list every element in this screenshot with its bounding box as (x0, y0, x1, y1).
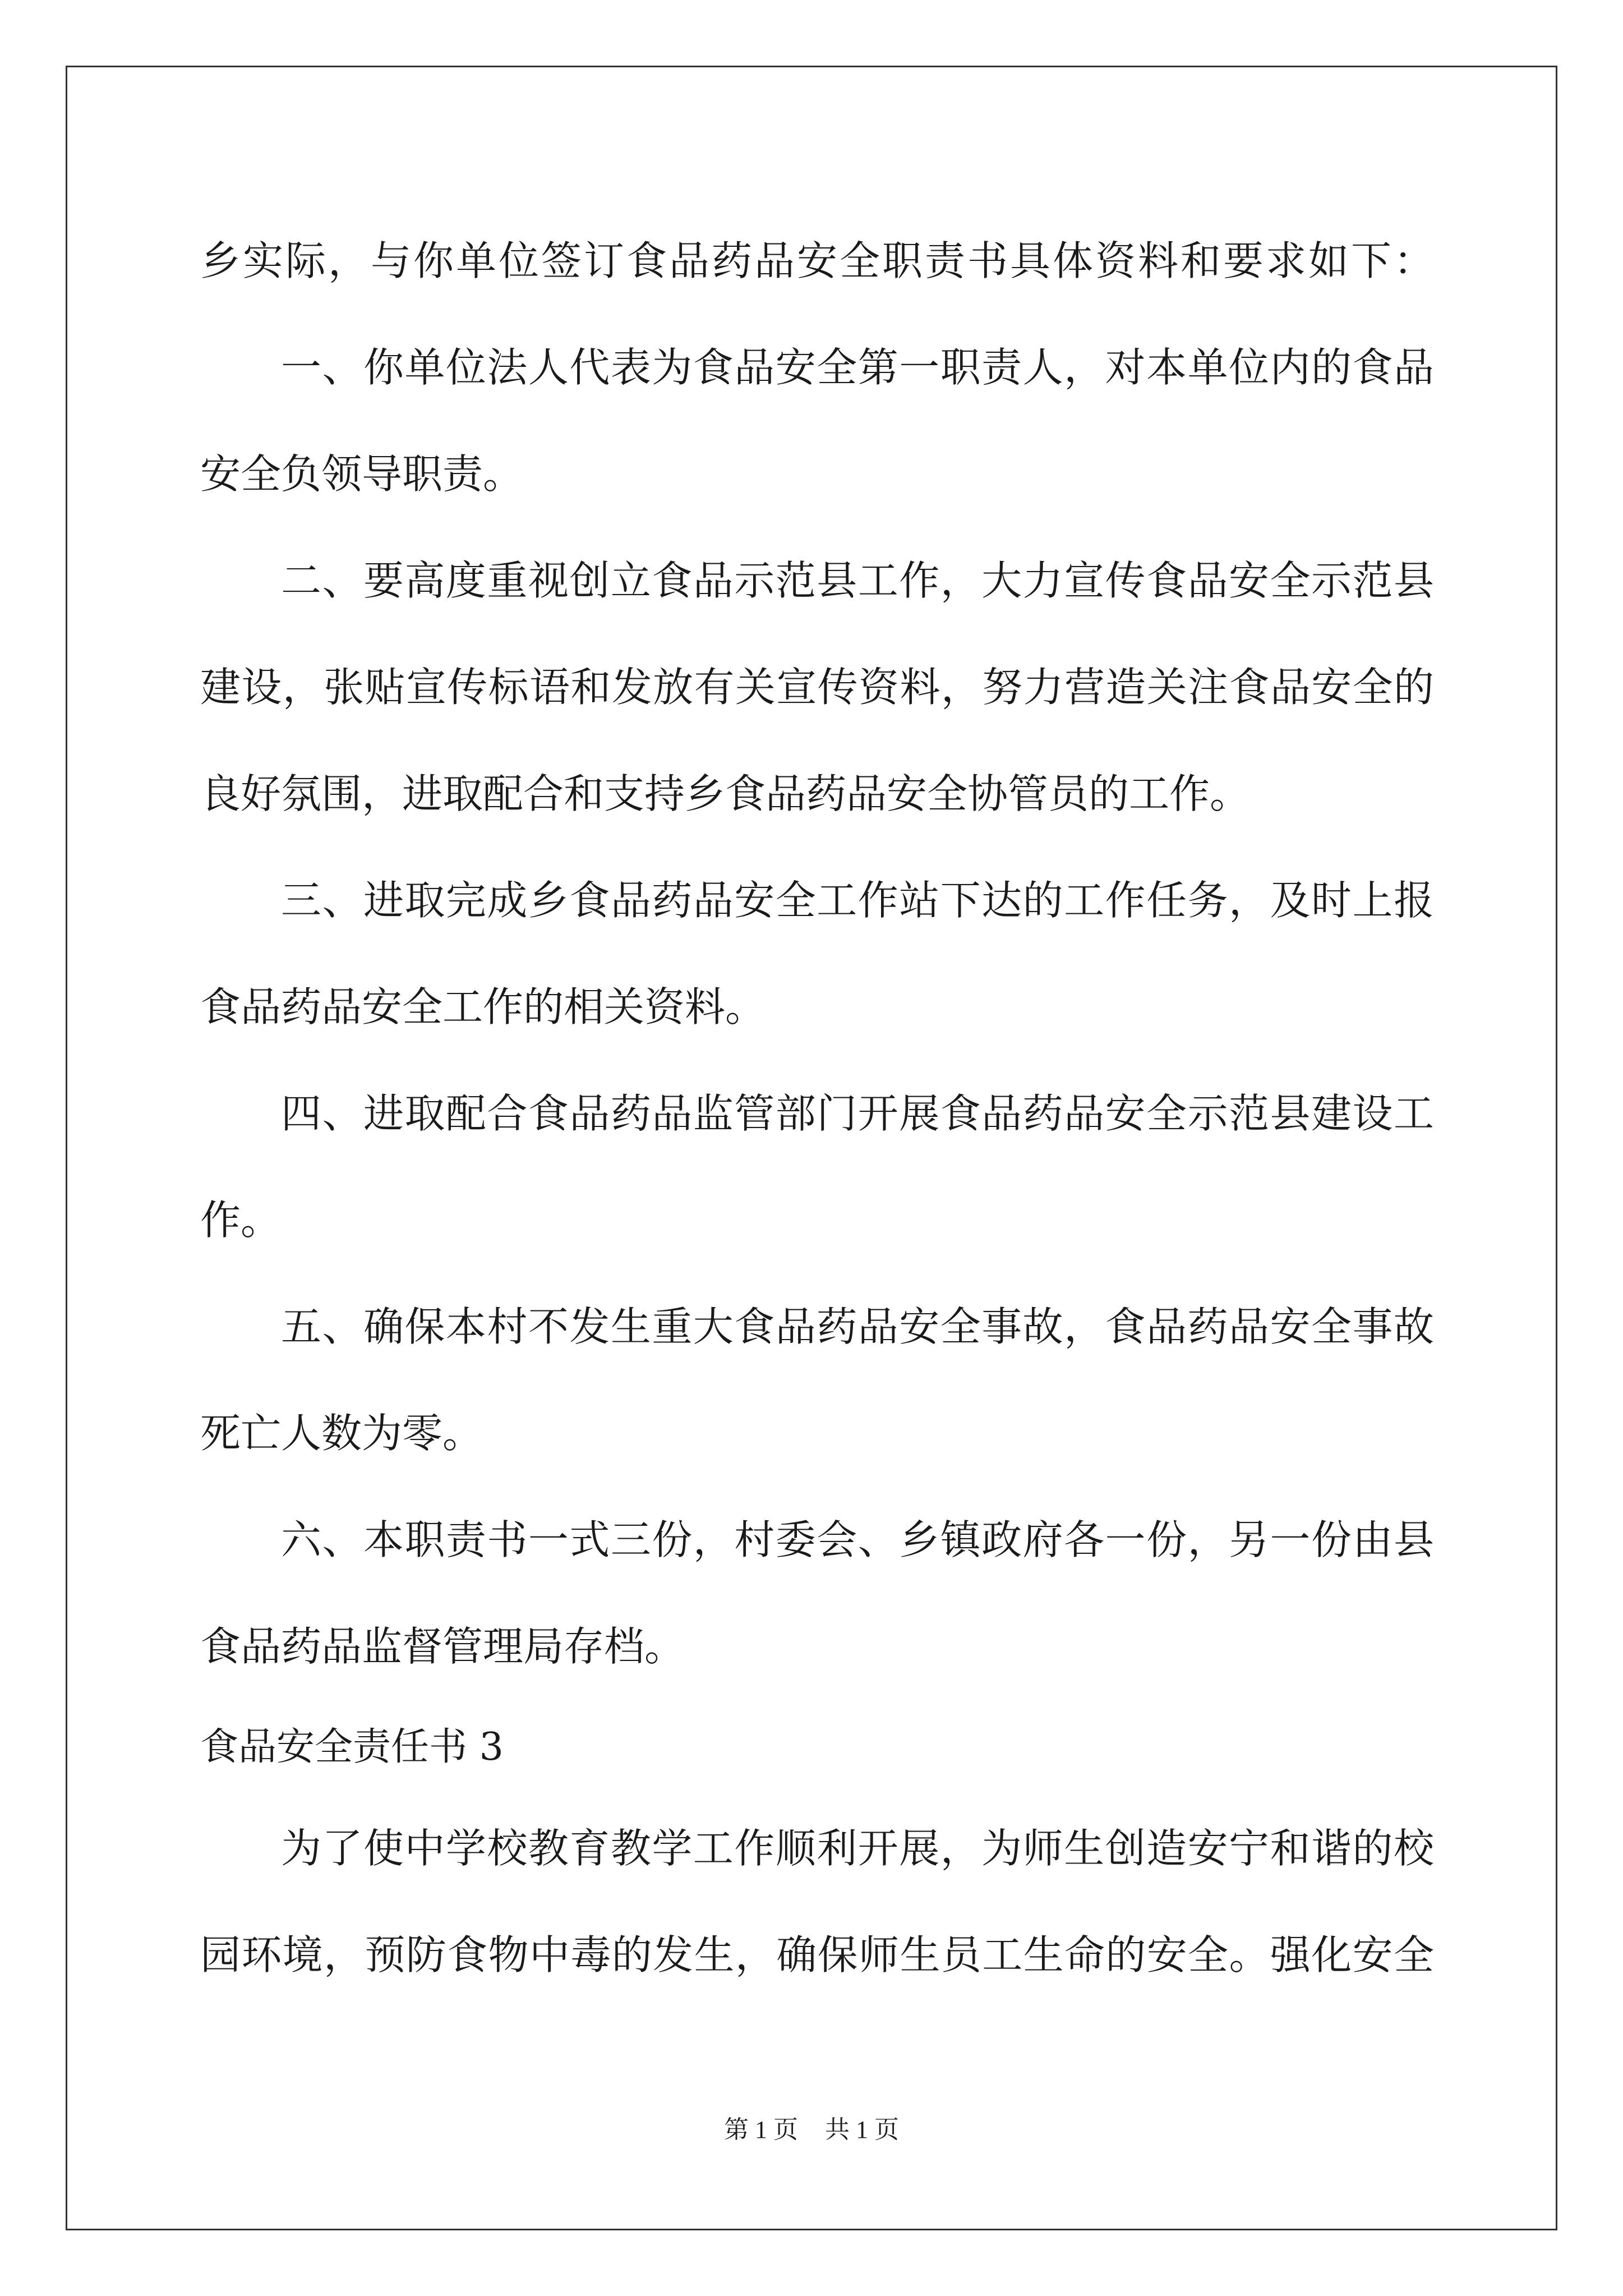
paragraph-line: 食品药品安全工作的相关资料。 (200, 983, 766, 1030)
paragraph-line: 二、要高度重视创立食品示范县工作，大力宣传食品安全示范县 (281, 557, 1434, 604)
page-footer (0, 2109, 1623, 2145)
paragraph-line: 为了使中学校教育教学工作顺利开展，为师生创造安宁和谐的校 (281, 1825, 1434, 1872)
paragraph-line: 乡实际，与你单位签订食品药品安全职责书具体资料和要求如下： (200, 237, 1434, 284)
paragraph-line: 作。 (200, 1197, 282, 1244)
paragraph-line: 一、你单位法人代表为食品安全第一职责人，对本单位内的食品 (281, 344, 1434, 391)
paragraph-line: 死亡人数为零。 (200, 1410, 483, 1457)
paragraph-line: 四、进取配合食品药品监管部门开展食品药品安全示范县建设工 (281, 1090, 1434, 1137)
paragraph-line: 园环境，预防食物中毒的发生，确保师生员工生命的安全。强化安全 (200, 1931, 1434, 1978)
paragraph-line: 良好氛围，进取配合和支持乡食品药品安全协管员的工作。 (200, 770, 1251, 817)
page-number: 第 1 页 (724, 2116, 798, 2143)
paragraph-line: 安全负领导职责。 (200, 450, 524, 498)
paragraph-line: 食品药品监督管理局存档。 (200, 1623, 685, 1670)
paragraph-line: 建设，张贴宣传标语和发放有关宣传资料，努力营造关注食品安全的 (200, 664, 1434, 711)
paragraph-line: 六、本职责书一式三份，村委会、乡镇政府各一份，另一份由县 (281, 1516, 1434, 1563)
document-body (200, 208, 1434, 2008)
paragraph-line: 三、进取完成乡食品药品安全工作站下达的工作任务，及时上报 (281, 877, 1434, 924)
page-total: 共 1 页 (825, 2116, 899, 2143)
section-heading: 食品安全责任书 3 (200, 1725, 504, 1769)
paragraph-line: 五、确保本村不发生重大食品药品安全事故，食品药品安全事故 (281, 1303, 1434, 1350)
